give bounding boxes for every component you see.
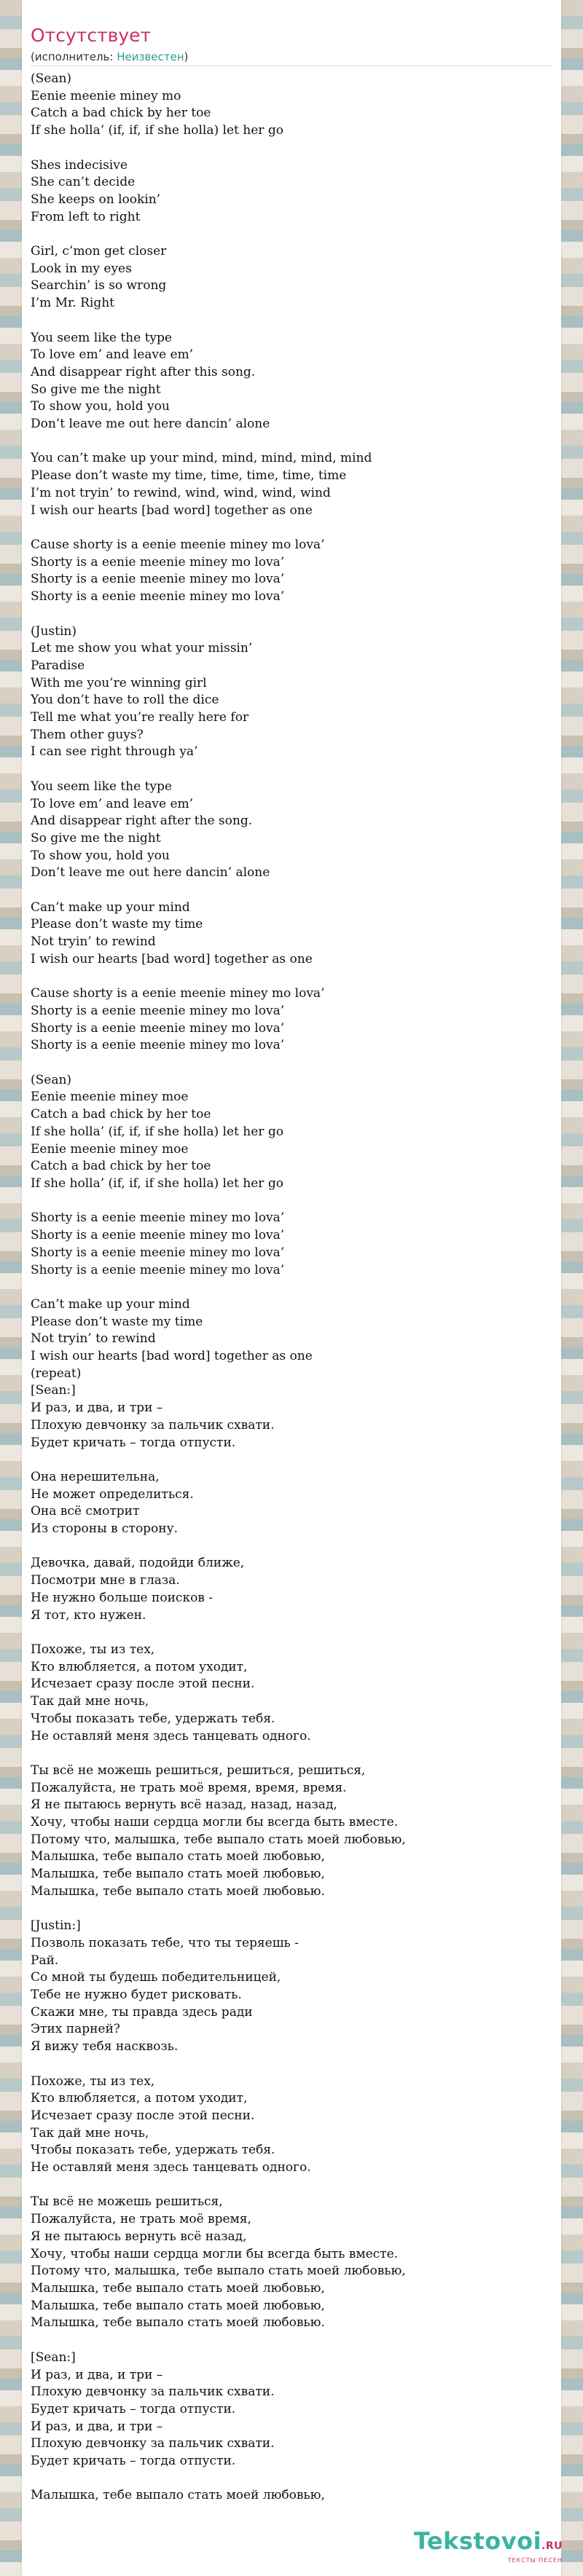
artist-prefix: (исполнитель: (31, 50, 117, 63)
artist-line (31, 50, 188, 64)
logo-tld: .RU (541, 2540, 563, 2552)
logo-name: Tekstovoi (413, 2527, 542, 2555)
lyrics-card (22, 0, 561, 2576)
artist-link[interactable]: Неизвестен (117, 50, 184, 63)
logo-tagline: ТЕКСТЫ ПЕСЕН (507, 2557, 563, 2564)
lyrics-text: (Sean) Eenie meenie miney mo Catch a bad chick by her toe If she holla’ (if, if, if she holla) let her go Shes indecisive She can’t decide She keeps on lookin’ From left to right Girl, c’mon get closer Look in my eyes Searchin’ is so wrong I’m Mr. Right You seem like the type To love em’ and leave em’ And disappear right after this song. So give me the night To show you, hold you Don’t leave me out here dancin’ alone You can’t make up your mind, mind, mind, mind, mind Please don’t waste my time, time, time, time, time I’m not tryin’ to rewind, wind, wind, wind, wind I wish our hearts [bad word] together as one Cause shorty is a eenie meenie miney mo lova’ Shorty is a eenie meenie miney mo lova’ Shorty is a eenie meenie miney mo lova’ Shorty is a eenie meenie miney mo lova’ (Justin) Let me show you what your missin’ Paradise With me you’re winning girl You don’t have to roll the dice Tell me what you’re really here for Them other guys? I can see right through ya’ You seem like the type To love em’ and leave em’ And disappear right after the song. So give me the night To show you, hold you Don’t leave me out here dancin’ alone Can’t make up your mind Please don’t waste my time Not tryin’ to rewind I wish our hearts [bad word] together as one Cause shorty is a eenie meenie miney mo lova’ Shorty is a eenie meenie miney mo lova’ Shorty is a eenie meenie miney mo lova’ Shorty is a eenie meenie miney mo lova’ (Sean) Eenie meenie miney moe Catch a bad chick by her toe If she holla’ (if, if, if she holla) let her go Eenie meenie miney moe Catch a bad chick by her toe If she holla’ (if, if, if she holla) let her go Shorty is a eenie meenie miney mo lova’ Shorty is a eenie meenie miney mo lova’ Shorty is a eenie meenie miney mo lova’ Shorty is a eenie meenie miney mo lova’ Can’t make up your mind Please don’t waste my time Not tryin’ to rewind I wish our hearts [bad word] together as one (repeat) [Sean:] И раз, и два, и три – Плохую девчонку за пальчик схвати. Будет кричать – тогда отпусти. Она нерешительна, Не может определиться. Она всё смотрит Из стороны в сторону. Девочка, давай, подойди ближе, Посмотри мне в глаза. Не нужно больше поисков - Я тот, кто нужен. Похоже, ты из тех, Кто влюбляется, а потом уходит, Исчезает сразу после этой песни. Так дай мне ночь, Чтобы показать тебе, удержать тебя. Не оставляй меня здесь танцевать одного. Ты всё не можешь решиться, решиться, решиться, Пожалуйста, не трать моё время, время, время. Я не пытаюсь вернуть всё назад, назад, назад, Хочу, чтобы наши сердца могли бы всегда быть вместе. Потому что, малышка, тебе выпало стать моей любовью, Малышка, тебе выпало стать моей любовью, Малышка, тебе выпало стать моей любовью, Малышка, тебе выпало стать моей любовью. [Justin:] Позволь показать тебе, что ты теряешь - Рай. Со мной ты будешь победительницей, Тебе не нужно будет рисковать. Скажи мне, ты правда здесь ради Этих парней? Я вижу тебя насквозь. Похоже, ты из тех, Кто влюбляется, а потом уходит, Исчезает сразу после этой песни. Так дай мне ночь, Чтобы показать тебе, удержать тебя. Не оставляй меня здесь танцевать одного. Ты всё не можешь решиться, Пожалуйста, не трать моё время, Я не пытаюсь вернуть всё назад, Хочу, чтобы наши сердца могли бы всегда быть вместе. Потому что, малышка, тебе выпало стать моей любовью, Малышка, тебе выпало стать моей любовью, Малышка, тебе выпало стать моей любовью, Малышка, тебе выпало стать моей любовью. [Sean:] И раз, и два, и три – Плохую девчонку за пальчик схвати. Будет кричать – тогда отпусти. И раз, и два, и три – Плохую девчонку за пальчик схвати. Будет кричать – тогда отпусти. Малышка, тебе выпало стать моей любовью, (31, 71, 406, 2503)
artist-suffix: ) (184, 50, 189, 63)
logo-wordmark (414, 2529, 563, 2559)
song-title: Отсутствует (31, 25, 152, 46)
site-logo[interactable] (414, 2529, 563, 2564)
